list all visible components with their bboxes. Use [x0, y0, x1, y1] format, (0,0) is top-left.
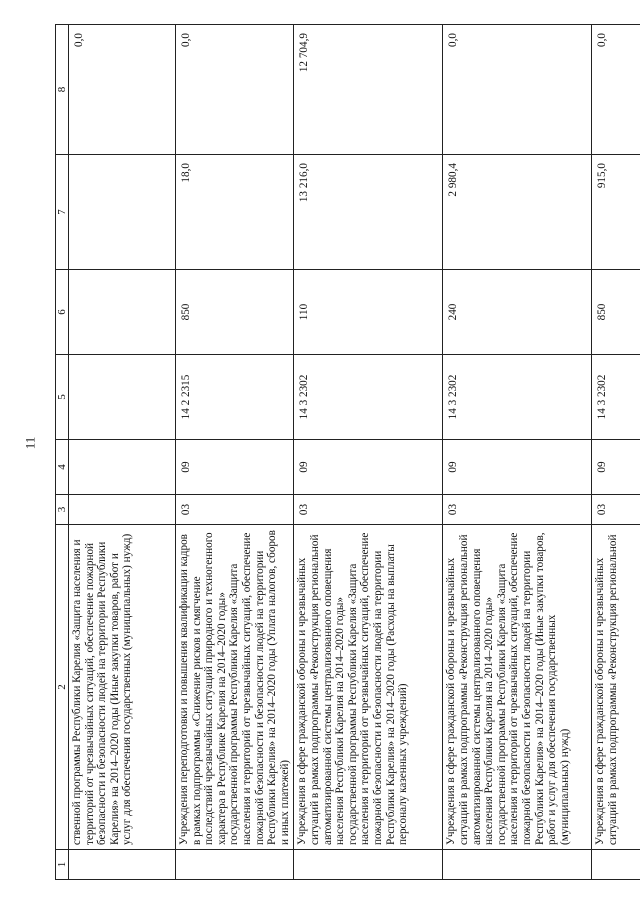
header-col-5: 5: [56, 355, 69, 440]
expense-type-cell: 850: [592, 270, 640, 355]
subsection-cell: 09: [592, 440, 640, 495]
planned-amount-cell: 2 980,4: [443, 155, 592, 270]
table-row: [69, 25, 176, 880]
row-number-cell: [176, 850, 294, 880]
header-col-4: 4: [56, 440, 69, 495]
header-row: [56, 25, 69, 880]
description-cell: Учреждения в сфере гражданской обороны и чрезвычайных ситуаций в рамках подпрограммы «Реконструкция региональной автоматизированной системы централизованного оповещения населения Республики Карелия на 2014–2020 годы» государственной программы Республики Карелия «Защита населения и территорий от чрезвычайных ситуаций, обеспечение пожарной безопасности и безопасности людей на территории Республики Карелия» на 2014–2020 годы (Расходы на выплаты персоналу казенных учреждений): [294, 525, 443, 850]
planned-amount-cell: [69, 155, 176, 270]
header-col-2: 2: [56, 525, 69, 850]
row-number-cell: [592, 850, 640, 880]
description-cell: Учреждения в сфере гражданской обороны и чрезвычайных ситуаций в рамках подпрограммы «Реконструкция региональной: [592, 525, 640, 850]
table-row: [592, 25, 640, 880]
header-col-1: 1: [56, 850, 69, 880]
expense-type-cell: [69, 270, 176, 355]
subsection-cell: [69, 440, 176, 495]
table-row: [176, 25, 294, 880]
section-cell: 03: [592, 495, 640, 525]
header-col-6: 6: [56, 270, 69, 355]
rotated-table-container: [55, 25, 640, 880]
budget-table: [55, 24, 640, 880]
executed-amount-cell: 0,0: [176, 25, 294, 155]
header-col-3: 3: [56, 495, 69, 525]
page-number: 11: [22, 436, 38, 450]
header-col-7: 7: [56, 155, 69, 270]
description-cell: Учреждения в сфере гражданской обороны и чрезвычайных ситуаций в рамках подпрограммы «Реконструкция региональной автоматизированной системы централизованного оповещения населения Республики Карелия на 2014–2020 годы» государственной программы Республики Карелия «Защита населения и территорий от чрезвычайных ситуаций, обеспечение пожарной безопасности и безопасности людей на территории Республики Карелия» на 2014–2020 годы (Иные закупки товаров, работ и услуг для обеспечения государственных (муниципальных) нужд): [443, 525, 592, 850]
header-col-8: 8: [56, 25, 69, 155]
executed-amount-cell: 12 704,9: [294, 25, 443, 155]
subsection-cell: 09: [294, 440, 443, 495]
subsection-cell: 09: [443, 440, 592, 495]
target-article-cell: 14 3 2302: [294, 355, 443, 440]
planned-amount-cell: 18,0: [176, 155, 294, 270]
subsection-cell: 09: [176, 440, 294, 495]
expense-type-cell: 240: [443, 270, 592, 355]
planned-amount-cell: 13 216,0: [294, 155, 443, 270]
expense-type-cell: 110: [294, 270, 443, 355]
description-cell: Учреждения переподготовки и повышения квалификации кадров в рамках подпрограммы «Снижение рисков и смягчение последствий чрезвычайных ситуаций природного и техногенного характера в Республике Карелия на 2014–2020 годы» государственной программы Республики Карелия «Защита населения и территорий от чрезвычайных ситуаций, обеспечение пожарной безопасности и безопасности людей на территории Республики Карелия» на 2014–2020 годы (Уплата налогов, сборов и иных платежей): [176, 525, 294, 850]
section-cell: 03: [294, 495, 443, 525]
row-number-cell: [294, 850, 443, 880]
row-number-cell: [69, 850, 176, 880]
section-cell: 03: [443, 495, 592, 525]
target-article-cell: 14 3 2302: [592, 355, 640, 440]
description-cell: ственной программы Республики Карелия «Защита населения и территорий от чрезвычайных ситуаций, обеспечение пожарной безопасности и безопасности людей на территории Республики Карелия» на 2014–2020 годы (Иные закупки товаров, работ и услуг для обеспечения государственных (муниципальных) нужд): [69, 525, 176, 850]
target-article-cell: [69, 355, 176, 440]
executed-amount-cell: 0,0: [592, 25, 640, 155]
target-article-cell: 14 3 2302: [443, 355, 592, 440]
section-cell: 03: [176, 495, 294, 525]
planned-amount-cell: 915,0: [592, 155, 640, 270]
table-row: [443, 25, 592, 880]
executed-amount-cell: 0,0: [69, 25, 176, 155]
expense-type-cell: 850: [176, 270, 294, 355]
table-row: [294, 25, 443, 880]
target-article-cell: 14 2 2315: [176, 355, 294, 440]
section-cell: [69, 495, 176, 525]
executed-amount-cell: 0,0: [443, 25, 592, 155]
row-number-cell: [443, 850, 592, 880]
